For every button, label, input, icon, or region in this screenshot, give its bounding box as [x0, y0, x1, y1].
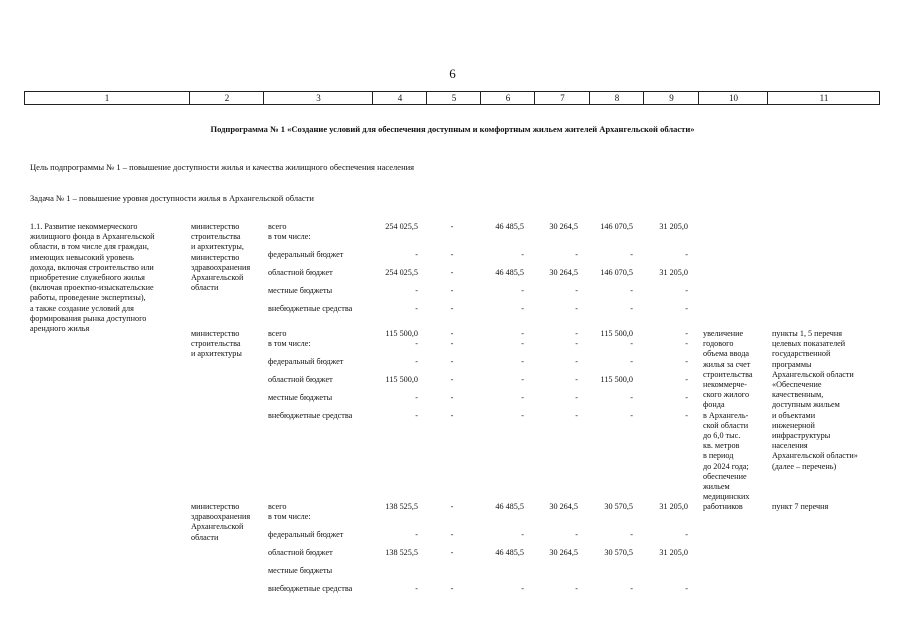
indicator-line: Архангельской области»	[772, 451, 858, 461]
measure-name-line: работы, проведение экспертизы),	[30, 293, 146, 303]
indicator-line: доступным жильем	[772, 400, 840, 410]
column-number-6: 6	[480, 92, 535, 104]
column-number-2: 2	[189, 92, 264, 104]
amount-cell: -	[685, 286, 688, 295]
amount-cell: -	[685, 339, 688, 348]
amount-cell: -	[575, 357, 578, 366]
expected-result-line: в Архангель-	[703, 410, 749, 420]
indicator-line: качественным,	[772, 390, 824, 400]
amount-cell: -	[521, 375, 524, 384]
expected-result-line: годового	[703, 339, 734, 349]
amount-cell: -	[685, 584, 688, 593]
funding-source-sub: в том числе:	[268, 512, 311, 521]
subprogram-title: Подпрограмма № 1 «Создание условий для обеспечения доступным и комфортным жильем жителей Архангельской области»	[210, 124, 695, 134]
amount-cell: 31 205,0	[659, 548, 688, 557]
expected-result-line: кв. метров	[703, 441, 740, 451]
column-number-4: 4	[372, 92, 427, 104]
amount-cell: 30 264,5	[549, 268, 578, 277]
expected-result-line: жилья за счет	[703, 359, 751, 369]
page-number: 6	[449, 66, 456, 81]
executor-line: строительства	[191, 232, 241, 242]
funding-source-sub: в том числе:	[268, 339, 311, 348]
amount-cell: 46 485,5	[495, 268, 524, 277]
indicator-line: государственной	[772, 349, 831, 359]
funding-source: местные бюджеты	[268, 286, 333, 295]
expected-result-line: фонда	[703, 400, 725, 410]
column-number-10: 10	[698, 92, 768, 104]
amount-cell: 30 570,5	[604, 502, 633, 511]
executor-line: министерство	[191, 329, 240, 338]
amount-cell: -	[521, 530, 524, 539]
measure-name-line: 1.1. Развитие некоммерческого	[30, 222, 138, 231]
amount-cell: -	[415, 530, 418, 539]
amount-cell: -	[521, 250, 524, 259]
amount-cell: -	[450, 286, 454, 295]
amount-cell: -	[575, 584, 578, 593]
column-number-5: 5	[426, 92, 481, 104]
amount-cell: -	[450, 375, 454, 384]
amount-cell: -	[685, 304, 688, 313]
amount-cell: 31 205,0	[659, 502, 688, 511]
amount-cell: 31 205,0	[659, 268, 688, 277]
amount-cell: -	[630, 250, 633, 259]
column-number-7: 7	[534, 92, 590, 104]
indicator-line: программы	[772, 359, 812, 369]
amount-cell: -	[450, 222, 454, 231]
measure-name-line: формирования рынка доступного	[30, 313, 147, 323]
executor-line: здравоохранения	[191, 262, 251, 272]
funding-source: областной бюджет	[268, 268, 333, 277]
amount-cell: -	[575, 250, 578, 259]
expected-result-line: работников	[703, 502, 743, 512]
amount-cell: -	[521, 329, 524, 338]
amount-cell: -	[521, 357, 524, 366]
executor-line: Архангельской	[191, 522, 244, 532]
amount-cell: 30 264,5	[549, 548, 578, 557]
amount-cell: -	[450, 268, 454, 277]
executor-line: строительства	[191, 339, 241, 349]
funding-source-sub: в том числе:	[268, 232, 311, 241]
indicator-line: Архангельской области	[772, 369, 854, 379]
amount-cell: 146 070,5	[600, 222, 633, 231]
amount-cell: -	[685, 411, 688, 420]
amount-cell: -	[630, 584, 633, 593]
amount-cell: -	[575, 286, 578, 295]
amount-cell: -	[630, 357, 633, 366]
amount-cell: -	[450, 357, 454, 366]
subprogram-goal: Цель подпрограммы № 1 – повышение доступности жилья и качества жилищного обеспечения населения	[30, 162, 415, 172]
amount-cell: -	[415, 584, 418, 593]
amount-cell: -	[415, 339, 418, 348]
executor-line: и архитектуры	[191, 349, 242, 359]
amount-cell: -	[415, 250, 418, 259]
amount-cell: 46 485,5	[495, 548, 524, 557]
amount-cell: -	[521, 304, 524, 313]
measure-name-line: жилищного фонда в Архангельской	[30, 232, 155, 242]
amount-cell: 30 264,5	[549, 222, 578, 231]
amount-cell: -	[630, 411, 633, 420]
indicator-line: пункты 1, 5 перечня	[772, 329, 842, 338]
measure-name-line: (включая проектно-изыскательские	[30, 283, 154, 293]
funding-source: всего	[268, 329, 287, 338]
indicator-line: (далее – перечень)	[772, 461, 837, 471]
amount-cell: -	[415, 411, 418, 420]
measure-name-line: имеющих невысокий уровень	[30, 252, 134, 262]
amount-cell: 115 500,0	[385, 329, 418, 338]
amount-cell: -	[575, 304, 578, 313]
amount-cell: -	[685, 393, 688, 402]
amount-cell: -	[630, 304, 633, 313]
executor-line: области	[191, 532, 219, 542]
executor-line: министерство	[191, 502, 240, 511]
measure-name-line: приобретение служебного жилья	[30, 273, 145, 282]
amount-cell: -	[521, 339, 524, 348]
amount-cell: -	[450, 502, 454, 511]
amount-cell: -	[450, 411, 454, 420]
expected-result-line: до 2024 года;	[703, 461, 749, 471]
expected-result-line: ской области	[703, 420, 749, 430]
column-number-1: 1	[104, 93, 110, 103]
amount-cell: 115 500,0	[385, 375, 418, 384]
funding-source: местные бюджеты	[268, 566, 333, 575]
executor-line: Архангельской	[191, 273, 244, 282]
amount-cell: -	[450, 393, 454, 402]
funding-source: всего	[268, 222, 287, 231]
funding-source: областной бюджет	[268, 375, 333, 384]
indicator-line: целевых показателей	[772, 339, 846, 349]
amount-cell: -	[450, 329, 454, 338]
amount-cell: -	[450, 530, 454, 539]
indicator-line: населения	[772, 441, 808, 451]
expected-result-line: увеличение	[703, 329, 744, 338]
column-number-8: 8	[589, 92, 644, 104]
amount-cell: -	[685, 530, 688, 539]
expected-result-line: объема ввода	[703, 349, 750, 359]
expected-result-line: в период	[703, 451, 734, 461]
executor-line: здравоохранения	[191, 512, 251, 522]
amount-cell: -	[575, 530, 578, 539]
funding-source: федеральный бюджет	[268, 530, 344, 539]
amount-cell: -	[685, 357, 688, 366]
amount-cell: -	[415, 304, 418, 313]
funding-source: всего	[268, 502, 287, 511]
amount-cell: -	[575, 393, 578, 402]
amount-cell: 254 025,5	[385, 222, 418, 231]
expected-result-line: ского жилого	[703, 390, 750, 400]
amount-cell: 138 525,5	[385, 502, 418, 511]
column-number-3: 3	[263, 92, 373, 104]
measure-name-line: области, в том числе для граждан,	[30, 242, 149, 252]
funding-source: областной бюджет	[268, 548, 333, 557]
column-number-11: 11	[767, 92, 880, 104]
column-number-header	[24, 91, 880, 105]
amount-cell: -	[630, 393, 633, 402]
column-number-9: 9	[643, 92, 699, 104]
amount-cell: -	[521, 411, 524, 420]
funding-source: федеральный бюджет	[268, 250, 344, 259]
amount-cell: -	[685, 250, 688, 259]
expected-result-line: некоммерче-	[703, 380, 747, 389]
expected-result-line: жильем	[703, 482, 730, 491]
funding-source: внебюджетные средства	[268, 584, 353, 593]
executor-line: министерство	[191, 222, 240, 231]
amount-cell: 138 525,5	[385, 548, 418, 557]
amount-cell: -	[415, 393, 418, 402]
amount-cell: -	[521, 393, 524, 402]
funding-source: местные бюджеты	[268, 393, 333, 402]
amount-cell: -	[415, 286, 418, 295]
amount-cell: -	[685, 329, 688, 338]
amount-cell: 254 025,5	[385, 268, 418, 277]
expected-result-line: медицинских	[703, 492, 750, 502]
amount-cell: 115 500,0	[600, 375, 633, 384]
amount-cell: 46 485,5	[495, 222, 524, 231]
amount-cell: -	[450, 304, 454, 313]
amount-cell: -	[575, 375, 578, 384]
indicator-line: инфраструктуры	[772, 431, 831, 440]
expected-result-line: строительства	[703, 369, 753, 379]
indicator-line: инженерной	[772, 420, 815, 430]
amount-cell: -	[450, 339, 454, 348]
amount-cell: -	[575, 411, 578, 420]
amount-cell: -	[575, 339, 578, 348]
amount-cell: 30 264,5	[549, 502, 578, 511]
executor-line: министерство	[191, 252, 240, 262]
amount-cell: -	[630, 286, 633, 295]
amount-cell: 30 570,5	[604, 548, 633, 557]
amount-cell: -	[685, 375, 688, 384]
indicator-line: «Обеспечение	[772, 380, 822, 389]
indicator-line: пункт 7 перечня	[772, 502, 829, 511]
amount-cell: 146 070,5	[600, 268, 633, 277]
amount-cell: 31 205,0	[659, 222, 688, 231]
expected-result-line: до 6,0 тыс.	[703, 431, 741, 440]
measure-name-line: а также создание условий для	[30, 303, 134, 313]
amount-cell: -	[450, 584, 454, 593]
amount-cell: -	[450, 250, 454, 259]
funding-source: внебюджетные средства	[268, 304, 353, 313]
amount-cell: -	[521, 286, 524, 295]
funding-source: федеральный бюджет	[268, 357, 344, 366]
amount-cell: -	[521, 584, 524, 593]
amount-cell: -	[630, 530, 633, 539]
amount-cell: -	[575, 329, 578, 338]
amount-cell: 46 485,5	[495, 502, 524, 511]
amount-cell: -	[415, 357, 418, 366]
amount-cell: -	[630, 339, 633, 348]
amount-cell: -	[450, 548, 454, 557]
measure-name-line: арендного жилья	[30, 324, 90, 333]
task-statement: Задача № 1 – повышение уровня доступности жилья в Архангельской области	[30, 193, 314, 203]
executor-line: области	[191, 283, 219, 293]
measure-name-line: дохода, включая строительство или	[30, 262, 154, 272]
executor-line: и архитектуры,	[191, 242, 244, 252]
amount-cell: 115 500,0	[600, 329, 633, 338]
indicator-line: и объектами	[772, 410, 816, 420]
expected-result-line: обеспечение	[703, 471, 747, 481]
funding-source: внебюджетные средства	[268, 411, 353, 420]
